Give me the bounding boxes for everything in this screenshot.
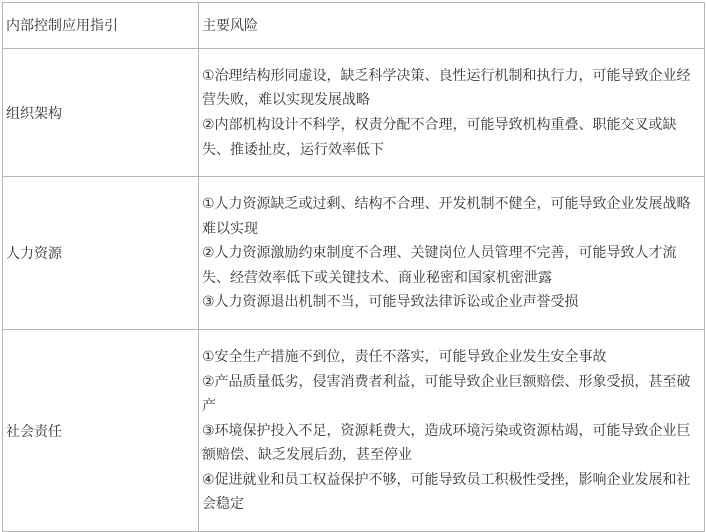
header-guideline: 内部控制应用指引	[3, 3, 199, 49]
risk-item: ②内部机构设计不科学，权责分配不合理，可能导致机构重叠、职能交叉或缺失、推诿扯皮，运行效率低下	[202, 117, 677, 158]
risk-cell	[199, 330, 705, 532]
risk-item: ④促进就业和员工权益保护不够，可能导致员工积极性受挫，影响企业发展和社会稳定	[202, 471, 691, 513]
header-main-risks: 主要风险	[199, 3, 705, 49]
table-row	[3, 177, 705, 330]
risk-item: ③人力资源退出机制不当，可能导致法律诉讼或企业声誉受损	[202, 294, 579, 311]
table-row	[3, 330, 705, 532]
risk-item: ②人力资源激励约束制度不合理、关键岗位人员管理不完善，可能导致人才流失、经营效率低下或关键技术、商业秘密和国家机密泄露	[202, 245, 677, 286]
risk-table	[2, 2, 705, 532]
risk-cell	[199, 49, 705, 177]
risk-item: ①安全生产措施不到位，责任不落实，可能导致企业发生安全事故	[202, 348, 607, 365]
risk-cell	[199, 177, 705, 330]
risk-item: ③环境保护投入不足，资源耗费大，造成环境污染或资源枯竭，可能导致企业巨额赔偿、缺乏发展后劲，甚至停业	[202, 422, 691, 464]
category-organization: 组织架构	[3, 49, 199, 177]
table-header-row	[3, 3, 705, 49]
category-human-resources: 人力资源	[3, 177, 199, 330]
risk-item: ①治理结构形同虚设，缺乏科学决策、良性运行机制和执行力，可能导致企业经营失败，难以实现发展战略	[202, 67, 691, 109]
table-row	[3, 49, 705, 177]
risk-item: ①人力资源缺乏或过剩、结构不合理、开发机制不健全，可能导致企业发展战略难以实现	[202, 196, 691, 237]
risk-item: ②产品质量低劣，侵害消费者利益，可能导致企业巨额赔偿、形象受损，甚至破产	[202, 373, 691, 415]
category-social-responsibility: 社会责任	[3, 330, 199, 532]
